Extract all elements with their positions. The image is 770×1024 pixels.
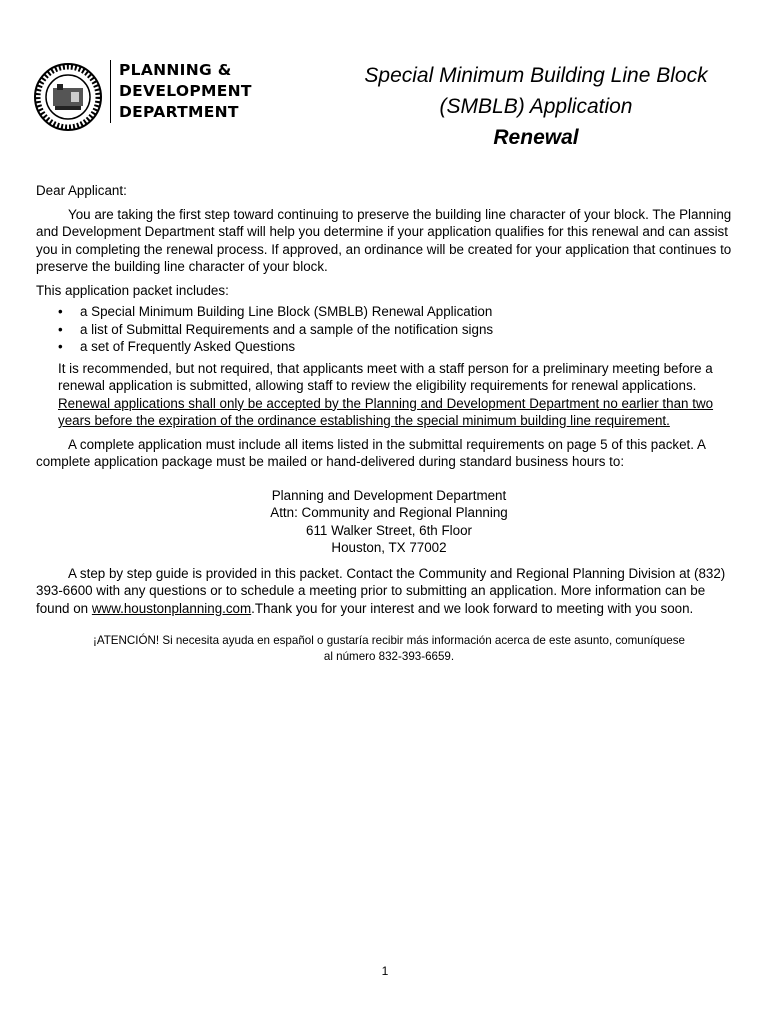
guide-closing: .Thank you for your interest and we look forward to meeting with you soon.	[251, 600, 694, 616]
guide-text: A step by step guide is provided in this packet. Contact the Community and Regional Planning Division at (832) 393-6600 with any questions or to schedule a meeting prior to submitting an application. More information can be found on	[36, 565, 726, 616]
letter-body	[36, 182, 742, 665]
list-item: • a set of Frequently Asked Questions	[80, 338, 742, 356]
deadline-requirement: Renewal applications shall only be accepted by the Planning and Development Department no earlier than two years before the expiration of the ordinance establishing the special minimum building line requirement.	[58, 395, 714, 428]
recommendation-paragraph	[36, 360, 742, 430]
list-item: • a Special Minimum Building Line Block (SMBLB) Renewal Application	[80, 303, 742, 321]
salutation: Dear Applicant:	[36, 183, 127, 198]
address-line: 611 Walker Street, 6th Floor	[306, 522, 472, 538]
website-link[interactable]: www.houstonplanning.com	[91, 600, 252, 616]
title-line-2: (SMBLB) Application	[439, 95, 633, 118]
address-line: Attn: Community and Regional Planning	[270, 505, 508, 520]
address-line: Houston, TX 77002	[331, 540, 447, 555]
spanish-notice	[36, 633, 742, 665]
title-line-1: Special Minimum Building Line Block	[364, 64, 708, 87]
dept-line-1: PLANNING &	[119, 61, 232, 79]
packet-contents-list	[36, 303, 742, 356]
city-seal-logo	[33, 62, 103, 132]
title-renewal: Renewal	[493, 126, 579, 149]
packet-intro: This application packet includes:	[36, 282, 229, 298]
document-title	[300, 60, 770, 153]
list-item: • a list of Submittal Requirements and a sample of the notification signs	[80, 321, 742, 339]
page-number: 1	[381, 964, 389, 978]
guide-paragraph	[36, 565, 742, 618]
complete-application-paragraph: A complete application must include all items listed in the submittal requirements on page 5 of this packet. A complete application package must be mailed or hand-delivered during standard business hours to:	[36, 436, 706, 469]
recommendation-text: It is recommended, but not required, that applicants meet with a staff person for a preliminary meeting before a renewal application is submitted, allowing staff to review the eligibility requirements for renewal applications.	[58, 360, 713, 393]
spanish-notice-line-2: al número 832-393-6659.	[323, 650, 455, 663]
spanish-notice-line-1: ¡ATENCIÓN! Si necesita ayuda en español o gustaría recibir más información acerca de este asunto, comuníquese	[92, 634, 685, 647]
mailing-address	[36, 487, 742, 557]
intro-paragraph: You are taking the first step toward continuing to preserve the building line character of your block. The Planning and Development Department staff will help you determine if your application qualifies for this renewal and can assist you in completing the renewal process. If approved, an ordinance will be created for your application that continues to preserve the building line character of your block.	[36, 206, 732, 274]
dept-line-2: DEVELOPMENT	[119, 82, 252, 100]
dept-line-3: DEPARTMENT	[119, 103, 239, 121]
address-line: Planning and Development Department	[271, 487, 507, 503]
department-name	[110, 60, 252, 123]
